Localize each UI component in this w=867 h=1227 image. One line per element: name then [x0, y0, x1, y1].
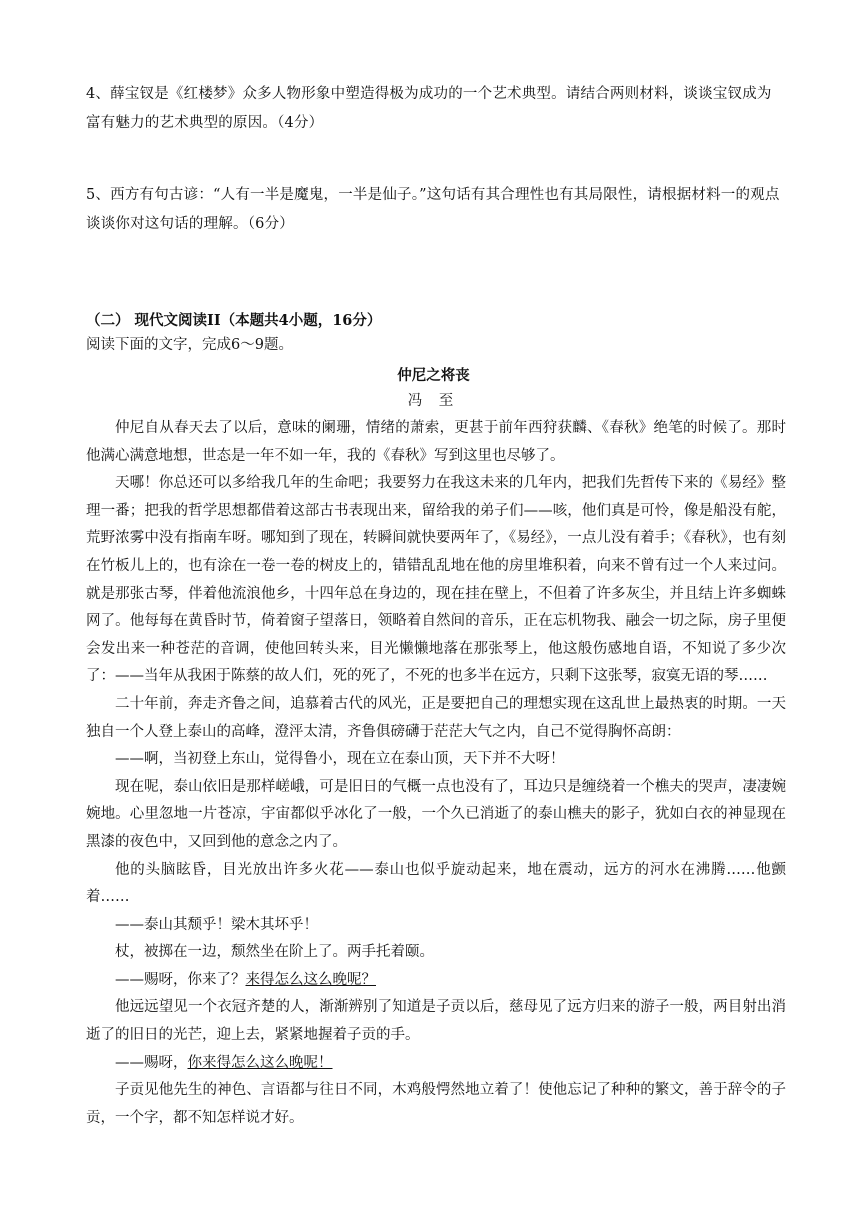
underlined-text: 来得怎么这么晚呢？ [245, 971, 376, 988]
article-body [86, 415, 786, 1132]
article-paragraph: 天哪！你总还可以多给我几年的生命吧；我要努力在我这未来的几年内，把我们先哲传下来的《易经》整理一番；把我的哲学思想都借着这部古书表现出来，留给我的弟子们——咳，他们真是可怜，像是船没有舵，荒野浓雾中没有指南车呀。哪知到了现在，转瞬间就快要两年了，《易经》，一点儿没有着手；《春秋》，也有刻在竹板儿上的，也有涂在一卷一卷的树皮上的，错错乱乱地在他的房里堆积着，向来不曾有过一个人来过问。就是那张古琴，伴着他流浪他乡，十四年总在身边的，现在挂在壁上，不但着了许多灰尘，并且结上许多蜘蛛网了。他每每在黄昏时节，倚着窗子望落日，领略着自然间的音乐，正在忘机物我、融会一切之际，房子里便会发出来一种苍茫的音调，使他回转头来，目光懒懒地落在那张琴上，他这般伤感地自语，不知说了多少次了：——当年从我困于陈蔡的故人们，死的死了，不死的也多半在远方，只剩下这张琴，寂寞无语的琴…… [86, 475, 786, 685]
article-paragraph: 仲尼自从春天去了以后，意味的阑珊，情绪的萧索，更甚于前年西狩获麟、《春秋》绝笔的时候了。那时他满心满意地想，世态是一年不如一年，我的《春秋》写到这里也尽够了。 [86, 420, 786, 464]
underlined-text: 你来得怎么这么晚呢！ [187, 1054, 333, 1071]
article-title: 仲尼之将丧 [397, 367, 470, 384]
question-5-text: 5、西方有句古谚：“人有一半是魔鬼，一半是仙子。”这句话有其合理性也有其局限性，请根据材料一的观点谈谈你对这句话的理解。（6分） [86, 187, 780, 232]
article-paragraph [86, 967, 786, 995]
article-paragraph: 他远远望见一个衣冠齐楚的人，渐渐辨别了知道是子贡以后，慈母见了远方归来的游子一般，两目射出消逝了的旧日的光芒，迎上去，紧紧地握着子贡的手。 [86, 999, 786, 1044]
article-paragraph: 现在呢，泰山依旧是那样嵯峨，可是旧日的气概一点也没有了，耳边只是缠绕着一个樵夫的哭声，凄凄婉婉地。心里忽地一片苍凉，宇宙都似乎冰化了一般，一个久已消逝了的泰山樵夫的影子，犹如白衣的神显现在黑漆的夜色中，又回到他的意念之内了。 [86, 778, 786, 850]
article-paragraph: 二十年前，奔走齐鲁之间，追慕着古代的风光，正是要把自己的理想实现在这乱世上最热衷的时期。一天独自一个人登上泰山的高峰，澄泙太清，齐鲁俱磅礴于茫茫大气之内，自己不觉得胸怀高朗： [86, 695, 786, 740]
section-header [86, 309, 786, 357]
dialogue-text: ——赐呀，你来了？ [115, 971, 246, 988]
article-paragraph: 杖，被掷在一边，颓然坐在阶上了。两手托着颐。 [115, 944, 434, 961]
section-instruction: 阅读下面的文字，完成6～9题。 [86, 337, 293, 353]
article-paragraph: 他的头脑眩昏，目光放出许多火花——泰山也似乎旋动起来，地在震动，远方的河水在沸腾……他颤着…… [86, 861, 786, 906]
article-paragraph: ——啊，当初登上东山，觉得鲁小，现在立在泰山顶，天下并不大呀！ [115, 751, 565, 768]
article-paragraph: ——泰山其颓乎！梁木其坏乎！ [115, 916, 318, 933]
question-4-text: 4、薛宝钗是《红楼梦》众多人物形象中塑造得极为成功的一个艺术典型。请结合两则材料，谈谈宝钗成为富有魅力的艺术典型的原因。（4分） [86, 86, 772, 131]
section-title: （二） 现代文阅读II（本题共4小题，16分） [86, 312, 382, 329]
article-paragraph: 子贡见他先生的神色、言语都与往日不同，木鸡般愕然地立着了！使他忘记了种种的繁文，善于辞令的子贡，一个字，都不知怎样说才好。 [86, 1082, 786, 1126]
question-5 [86, 181, 786, 239]
article-author: 冯 至 [407, 393, 460, 409]
article-paragraph [86, 1050, 786, 1078]
question-4 [86, 80, 786, 138]
dialogue-text: ——赐呀， [115, 1054, 188, 1071]
